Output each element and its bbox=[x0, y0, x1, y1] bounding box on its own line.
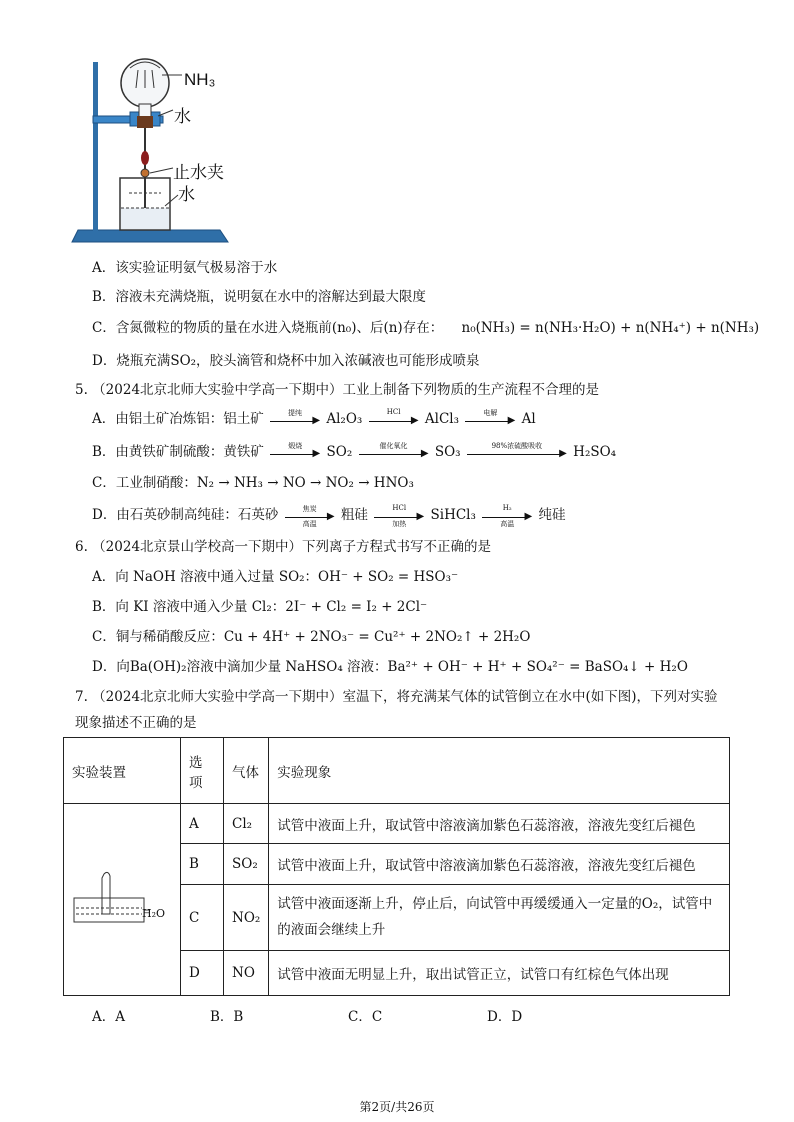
row-gas: SO₂ bbox=[224, 844, 269, 885]
label-water-bottom: 水 bbox=[178, 185, 195, 205]
row-gas: NO bbox=[224, 951, 269, 996]
label-nh3: NH₃ bbox=[184, 70, 216, 89]
arrow: HCl ▶ 加热 bbox=[374, 509, 424, 523]
q4-option-d: D．烧瓶充满SO₂，胶头滴管和烧杯中加入浓碱液也可能形成喷泉 bbox=[92, 353, 480, 369]
product: SO₃ bbox=[434, 444, 461, 460]
arrow: 98%浓硫酸吸收 ▶ bbox=[467, 446, 567, 460]
q5-b-prefix: B．由黄铁矿制硫酸：黄铁矿 bbox=[92, 444, 264, 460]
product: H₂SO₄ bbox=[573, 444, 617, 460]
row-gas: Cl₂ bbox=[224, 804, 269, 844]
q6-option-c: C．铜与稀硝酸反应：Cu + 4H⁺ + 2NO₃⁻ = Cu²⁺ + 2NO₂↑ + 2H₂O bbox=[92, 629, 531, 645]
arrow-label: 煅烧 bbox=[288, 441, 303, 450]
arrow-label: 催化氧化 bbox=[379, 441, 408, 450]
product: SiHCl₃ bbox=[430, 507, 476, 523]
arrow-label: 98%浓硫酸吸收 bbox=[491, 441, 543, 450]
arrow: H₂ ▶ 高温 bbox=[482, 509, 532, 523]
figure-label-h2o: H₂O bbox=[142, 907, 166, 920]
q4-option-c-formula: n₀(NH₃) = n(NH₃·H₂O) + n(NH₄⁺) + n(NH₃) bbox=[461, 320, 760, 336]
q5-option-c: C．工业制硝酸：N₂ → NH₃ → NO → NO₂ → HNO₃ bbox=[92, 475, 414, 491]
arrow-label: HCl bbox=[392, 503, 407, 512]
arrow: 焦炭 ▶ 高温 bbox=[285, 509, 335, 523]
row-option: A bbox=[181, 804, 224, 844]
answer-a: A．A bbox=[92, 1009, 125, 1025]
product: AlCl₃ bbox=[424, 411, 460, 427]
arrow-label: H₂ bbox=[502, 503, 512, 512]
header-apparatus: 实验装置 bbox=[64, 738, 181, 804]
q6-option-a: A．向 NaOH 溶液中通入过量 SO₂：OH⁻ + SO₂ = HSO₃⁻ bbox=[92, 569, 459, 585]
row-gas: NO₂ bbox=[224, 885, 269, 951]
arrow-label: 提纯 bbox=[288, 408, 303, 417]
product: SO₂ bbox=[326, 444, 353, 460]
table-row bbox=[64, 804, 730, 844]
row-desc: 试管中液面逐渐上升，停止后，向试管中再缓缓通入一定量的O₂，试管中的液面会继续上升 bbox=[269, 885, 730, 951]
arrow-label: HCl bbox=[386, 407, 401, 416]
q5-stem: 5. （2024北京北师大实验中学高一下期中）工业上制备下列物质的生产流程不合理的是 bbox=[75, 382, 600, 398]
q5-option-d bbox=[92, 503, 566, 528]
arrow: 催化氧化 ▶ bbox=[359, 446, 429, 460]
apparatus-cell bbox=[64, 804, 181, 996]
header-phenomenon: 实验现象 bbox=[269, 738, 730, 804]
q4-option-a: A．该实验证明氨气极易溶于水 bbox=[92, 260, 278, 276]
product: 粗硅 bbox=[340, 507, 368, 523]
q5-d-prefix: D．由石英砂制高纯硅：石英砂 bbox=[92, 507, 279, 523]
q6-option-d: D．向Ba(OH)₂溶液中滴加少量 NaHSO₄ 溶液：Ba²⁺ + OH⁻ + H⁺ + SO₄²⁻ = BaSO₄↓ + H₂O bbox=[92, 659, 688, 675]
q7-stem-line2: 现象描述不正确的是 bbox=[75, 715, 197, 731]
answer-d: D．D bbox=[487, 1009, 523, 1025]
label-water-top: 水 bbox=[174, 107, 191, 127]
arrow: 电解 ▶ bbox=[465, 413, 515, 427]
q4-option-c-text: C．含氮微粒的物质的量在水进入烧瓶前(n₀)、后(n)存在： bbox=[92, 320, 444, 336]
row-option: C bbox=[181, 885, 224, 951]
q7-experiment-table bbox=[63, 737, 730, 996]
row-desc: 试管中液面上升，取试管中溶液滴加紫色石蕊溶液，溶液先变红后褪色 bbox=[269, 804, 730, 844]
answer-b: B．B bbox=[210, 1009, 244, 1025]
arrow-label: 焦炭 bbox=[302, 504, 317, 513]
q7-stem-line1: 7. （2024北京北师大实验中学高一下期中）室温下，将充满某气体的试管倒立在水中(如下图)，下列对实验 bbox=[75, 689, 718, 705]
row-desc: 试管中液面无明显上升，取出试管正立，试管口有红棕色气体出现 bbox=[269, 951, 730, 996]
arrow: 提纯 ▶ bbox=[270, 413, 320, 427]
arrow-label-below: 高温 bbox=[500, 519, 515, 528]
arrow: HCl ▶ bbox=[369, 413, 419, 427]
product: Al₂O₃ bbox=[326, 411, 363, 427]
q4-option-b: B．溶液未充满烧瓶，说明氨在水中的溶解达到最大限度 bbox=[92, 289, 426, 305]
header-gas: 气体 bbox=[224, 738, 269, 804]
arrow-label-below: 高温 bbox=[302, 519, 317, 528]
row-desc: 试管中液面上升，取试管中溶液滴加紫色石蕊溶液，溶液先变红后褪色 bbox=[269, 844, 730, 885]
arrow: 煅烧 ▶ bbox=[270, 446, 320, 460]
q6-stem: 6. （2024北京景山学校高一下期中）下列离子方程式书写不正确的是 bbox=[75, 539, 492, 555]
answer-c: C．C bbox=[348, 1009, 383, 1025]
label-clamp: 止水夹 bbox=[173, 163, 224, 183]
arrow-label-below: 加热 bbox=[392, 519, 407, 528]
q5-option-a bbox=[92, 407, 536, 427]
product: Al bbox=[521, 411, 536, 427]
table-header-row bbox=[64, 738, 730, 804]
q5-option-b bbox=[92, 440, 616, 460]
row-option: B bbox=[181, 844, 224, 885]
inverted-test-tube-figure bbox=[72, 870, 172, 930]
header-option: 选项 bbox=[181, 738, 224, 804]
q6-option-b: B．向 KI 溶液中通入少量 Cl₂：2I⁻ + Cl₂ = I₂ + 2Cl⁻ bbox=[92, 599, 428, 615]
product: 纯硅 bbox=[538, 507, 566, 523]
arrow-label: 电解 bbox=[483, 408, 498, 417]
q4-option-c bbox=[92, 316, 759, 336]
q5-a-prefix: A．由铝土矿冶炼铝：铝土矿 bbox=[92, 411, 264, 427]
page-footer: 第2页/共26页 bbox=[359, 1100, 435, 1114]
row-option: D bbox=[181, 951, 224, 996]
